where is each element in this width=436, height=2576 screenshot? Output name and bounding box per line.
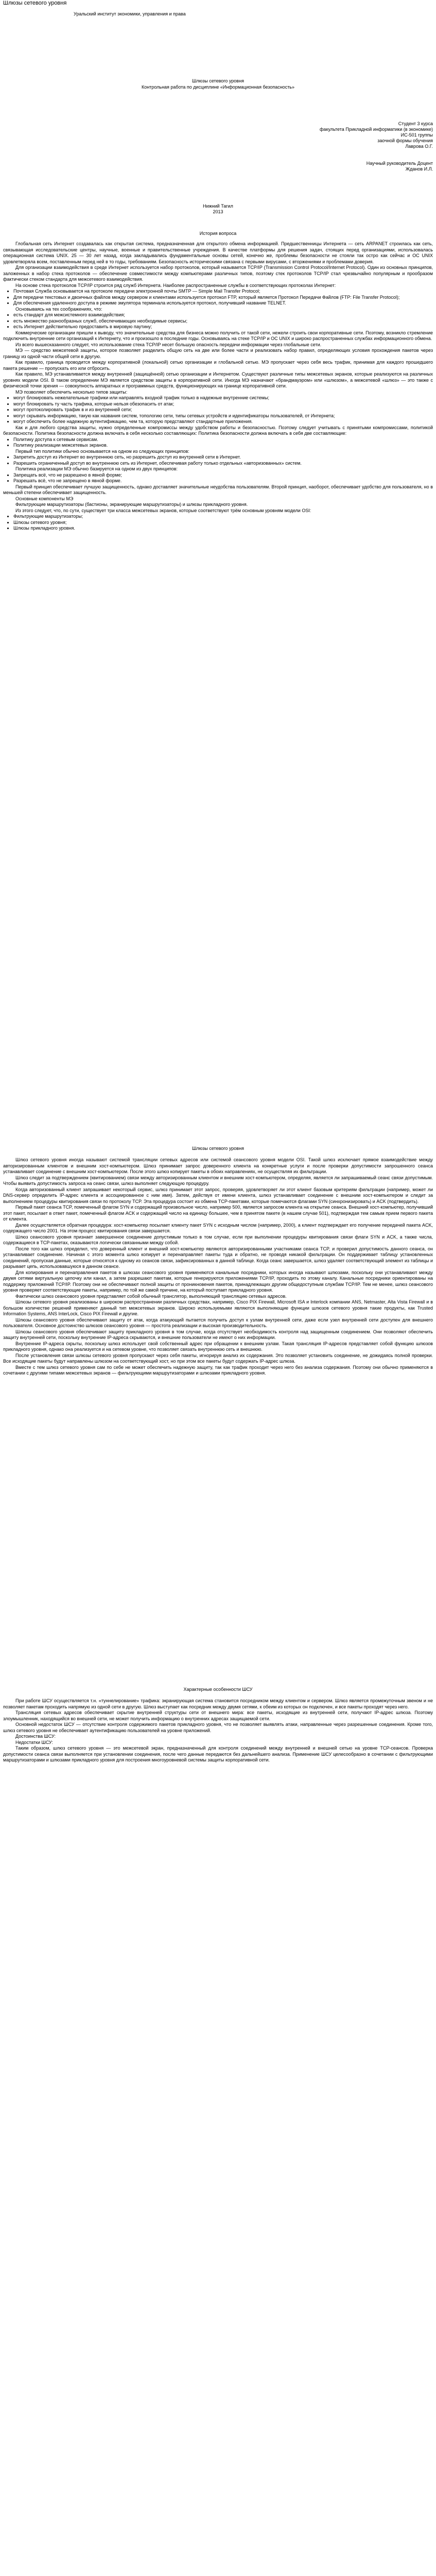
list-item: • Для передачи текстовых и двоичных файлов между сервером и клиентами используется протокол FTP, который является Протокол Передачи Файлов (FTP: File Transfer Protocol); bbox=[13, 295, 433, 301]
paragraph: Шлюз сетевого уровня иногда называют системой трансляции сетевых адресов или системой сеансового уровня модели OSI. Такой шлюз исключает прямое взаимодействие между авторизированным клиентом и внешним хост-компьютером. Шлюз принимает запрос доверенного клиента на конкретные услуги и после проверки допустимости запрошенного сеанса устанавливает соединение с внешним хост-компьютером. После этого шлюз копирует пакеты в обоих направлениях, не осуществляя их фильтрации. bbox=[3, 1157, 433, 1174]
page-header bbox=[0, 0, 436, 7]
list-item: • Шлюзы прикладного уровня. bbox=[13, 526, 433, 532]
paragraph: Первый принцип обеспечивает лучшую защищенность, однако доставляет значительные неудобства пользователям. Второй принцип, наоборот, обеспечивает удобство для пользователя, но в меньшей степени обеспечивает защищенность. bbox=[3, 484, 433, 495]
section-heading-features: Характерные особенности ШСУ bbox=[183, 1687, 253, 1692]
paragraph: Первый пакет сеанса TCP, помеченный флагом SYN и содержащий произвольное число, например 500, является запросом клиента на открытие сеанса. Внешний хост-компьютер, получивший этот пакет, посылает в ответ пакет, помеченный флагом ACK и содержащий число на единицу большее, чем в принятом пакете (в нашем случае 501), подтверждая тем самым прием первого пакета от клиента. bbox=[3, 1205, 433, 1222]
list-item: • могут блокировать нежелательные трафики или направлять входной трафик только в надежные внутренние системы; bbox=[13, 395, 433, 401]
paragraph: Из всего вышесказанного следует, что использование стека TCP/IP несет большую опасность передачи информации через глобальные сети. bbox=[15, 342, 322, 347]
paragraph: Первый тип политики обычно основывается на одном из следующих принципов: bbox=[15, 448, 189, 454]
list-item: • Шлюзы сетевого уровня; bbox=[13, 520, 433, 526]
institute-name: Уральский институт экономики, управления и права bbox=[74, 11, 186, 16]
paragraph: Шлюзы сеансового уровня обеспечивают защиту от атак, когда атакующий пытается получить доступ к узлам внутренней сети, даже если узел внутренней сети доступен для внешнего пользователя. Основное достоинство шлюзов сеансового уровня — простота реализации и высокая производительность. bbox=[3, 1317, 433, 1328]
list-item: • могут протоколировать трафик в и из внутренней сети; bbox=[13, 407, 433, 413]
list-item: • Запретить доступ из Интернет во внутреннюю сеть, но разрешить доступ из внутренней сети в Интернет. bbox=[13, 454, 433, 461]
student-line-3: ИС-501 группы bbox=[400, 132, 433, 138]
paragraph: Как правило, МЭ устанавливается между внутренней (защищённой) сетью организации и Интернетом. Существуют различные типы межсетевых экранов, которые реализуются на различных уровнях модели OSI. В таком определении МЭ является средством защиты в корпоративной сети. Иногда МЭ назначают «брандмауэром» или «шлюзом», а межсетевой «шлюз» — это также с физической точки зрения — совокупность аппаратных и программных средств, функционирующих на границе корпоративной сети. bbox=[3, 371, 433, 388]
paragraph: Как и для любого средства защиты, нужно определенные компромиссы между удобством работы и безопасностью. Поэтому следует учитывать с принятыми компромиссами, политикой безопасности. Политика безопасности должна включать в себя несколько составляющих: Политика безопасности должна включать в себя две составляющие: bbox=[3, 425, 433, 436]
paragraph: Основные компоненты МЭ bbox=[15, 496, 74, 501]
features-body bbox=[3, 1698, 433, 1764]
paragraph: Достоинства ШСУ: bbox=[15, 1734, 56, 1739]
paragraph: После того как шлюз определил, что доверенный клиент и внешний хост-компьютер являются авторизированными участниками сеанса TCP, и проверил допустимость данного сеанса, он устанавливает соединение. Начиная с этого момента шлюз копирует и перенаправляет пакеты туда и обратно, не проводя никакой фильтрации. Он поддерживает таблицу установленных соединений, пропуская данные, которые относятся к одному из сеансов связи, зафиксированных в данной таблице. Когда сеанс завершается, шлюз удаляет соответствующий элемент из таблицы и разрывает цепь, использовавшуюся в данном сеансе. bbox=[3, 1246, 433, 1269]
section-heading-gateways: Шлюзы сетевого уровня bbox=[192, 1146, 244, 1151]
paragraph: Когда авторизованный клиент запрашивает некоторый сервис, шлюз принимает этот запрос, проверяя, удовлетворяет ли этот клиент базовым критериям фильтрации (например, может ли DNS-сервер определить IP-адрес клиента и ассоциированное с ним имя). Затем, действуя от имени клиента, шлюз устанавливает соединение с внешним хост-компьютером и следит за выполнением процедуры квитирования связи по протоколу TCP. Эта процедура состоит из обмена TCP-пакетами, которые помечаются флагами SYN (синхронизировать) и ACK (подтвердить). bbox=[3, 1187, 433, 1204]
list-item: • могут скрывать информацию, такую как названия систем, топологию сети, типы сетевых устройств и идентификаторы пользователей, от Интернета; bbox=[13, 413, 433, 419]
list-item: • есть множество разнообразных служб, обеспечивающих необходимые сервисы; bbox=[13, 318, 433, 325]
paragraph: Глобальная сеть Интернет создавалась как открытая система, предназначенная для открытого обмена информацией. Предшественницы Интернета — сеть ARPANET строилась как сеть, связывающая исследовательские центры, научные, военные и правительственные учреждения. В качестве платформы для решения задач, стоящих перед организациями, использовалась операционная система UNIX. 25 — 30 лет назад, когда закладывались фундаментальные основы сетей, конечно же, проблемы безопасности не стояли так остро как сейчас и ОС UNIX удовлетворяла всем, поставленным перед ней в то годы, требованиям. Безопасность историческими связана с первыми вирусами, с вторжениями и проблемами доверия. bbox=[3, 241, 433, 264]
paragraph: Шлюзы сеансового уровня обеспечивают защиту прикладного уровня в том случае, когда отсутствует необходимость контроля над защищенным соединением. Они позволяют обеспечить защиту внутренней сети, поскольку внутренние IP-адреса скрываются, и внешние пользователи не имеют о них информации. bbox=[3, 1329, 433, 1340]
list-item: • Разрешить ограниченный доступ во внутреннюю сеть из Интернет, обеспечивая работу только отдельных «авторизованных» систем. bbox=[13, 461, 433, 467]
paragraph: МЭ позволяет обеспечить несколько типов защиты: bbox=[15, 389, 128, 395]
year: 2013 bbox=[213, 209, 223, 214]
student-line-2: факультета Прикладной информатики (в экономике) bbox=[320, 127, 433, 132]
paragraph: На основе стека протоколов TCP/IP строится ряд служб Интернета. Наиболее распространенные службы в соответствующих протоколах Интернет: bbox=[15, 282, 336, 288]
work-subtitle: Контрольная работа по дисциплине «Информационная безопасность» bbox=[141, 84, 295, 90]
student-line-1: Студент 3 курса bbox=[398, 121, 433, 126]
paragraph: Коммерческие организации пришли к выводу, что значительные средства для бизнеса можно получить от такой сети, нежели строить свои корпоративные сети. Поэтому, возникло стремление подключить внутренние сети организаций к Интернету, что и произошло в последние годы. Основываясь на стеке TCP/IP и ОС UNIX и широко распространенных службах информационного обмена. bbox=[3, 330, 433, 341]
section-heading-history: История вопроса bbox=[199, 231, 237, 236]
list-item: • Почтовая Служба основывается на протоколе передачи электронной почты SMTP — Simple Mail Transfer Protocol; bbox=[13, 289, 433, 295]
paragraph: Трансляция сетевых адресов обеспечивает скрытие внутренней структуры сети от внешнего мира: все пакеты, исходящие из внутренней сети, получают IP-адрес шлюза. Поэтому злоумышленник, находящийся во внешней сети, не может получить информацию о внутренних адресах защищаемой сети. bbox=[3, 1710, 433, 1721]
paragraph: Для копирования и перенаправления пакетов в шлюзах сеансового уровня применяются канальные посредники, которых иногда называют шлюзами, поскольку они устанавливают между двумя сетями виртуальную цепочку или канал, а затем разрешают пакетам, которые генерируются приложениями TCP/IP, проходить по этому каналу. Канальные посредники ориентированы на поддержку приложений TCP/IP. Поэтому они не обеспечивают полной защиты от проникновения пакетов, принадлежащих другим общедоступным службам TCP/IP. Тем не менее, шлюз сеансового уровня проверяет соответствующие пакеты, например, по той же самой причине, на который поступает прикладного уровня. bbox=[3, 1269, 433, 1293]
list-item: • есть Интернет действительно предоставить в мировую паутину; bbox=[13, 324, 433, 330]
list-item: • Политику доступа к сетевым сервисам. bbox=[13, 437, 433, 443]
paragraph: После установления связи шлюзы сетевого уровня пропускают через себя пакеты, игнорируя анализ их содержания. Это позволяет установить соединение, не дожидаясь полной проверки. Все исходящие пакеты будут направлены шлюзом на соответствующий хост, но при этом все пакеты будут содержать IP-адрес шлюза. bbox=[3, 1352, 433, 1364]
bullet-list bbox=[3, 454, 433, 466]
advisor-line-1: Научный руководитель Доцент bbox=[366, 161, 433, 166]
city: Нижний Тагил bbox=[203, 204, 233, 209]
bullet-list bbox=[3, 312, 433, 330]
paragraph: Для организации взаимодействия в среде Интернет используется набор протоколов, который называется TCP/IP (Transmission Control Protocol/Internet Protocol). Один из основных принципов, заложенных в набор стека протоколов — обеспечение совместимости между компьютерами различных типов, поэтому стек протоколов TCP/IP стал чрезвычайно популярным и прообразом фактически стеком стандарта для межсетевого взаимодействия. bbox=[3, 265, 433, 282]
paragraph: Таким образом, шлюз сетевого уровня — это межсетевой экран, предназначенный для контроля соединений между внутренней и внешней сетью на уровне TCP-сеансов. Проверка допустимости сеанса связи выполняется при установлении соединения, после чего данные передаются без дальнейшего анализа. Применение ШСУ целесообразно в сочетании с фильтрующими маршрутизаторами и шлюзами прикладного уровня для построения многоуровневой системы защиты корпоративной сети. bbox=[3, 1745, 433, 1762]
paragraph: Шлюзы сетевого уровня реализованы в широком распространении различных средствах, например, Cisco PIX Firewall, Microsoft ISA и Interlock компании ANS, Netmaster, Alta Vista Firewall и в большом количестве решений применяют данный тип межсетевых экранов. Широко используемыми являются выполняющие функции шлюзов сетевого уровня такие продукты, как Trusted Information Systems, ANS InterLock, Cisco PIX Firewall и другие. bbox=[3, 1299, 433, 1316]
gateway-body bbox=[3, 1157, 433, 1377]
paragraph: Фактически шлюз сеансового уровня представляет собой обычный транслятор, выполняющий трансляцию сетевых адресов. bbox=[15, 1293, 287, 1299]
page-title: Шлюзы сетевого уровня bbox=[3, 0, 67, 6]
paragraph: Шлюз следит за подтверждением (квитированием) связи между авторизированным клиентом и внешним хост-компьютером, определяя, является ли запрашиваемый сеанс связи допустимым. Чтобы выявить допустимость запроса на сеанс связи, шлюз выполняет следующую процедуру. bbox=[3, 1175, 433, 1186]
work-title: Шлюзы сетевого уровня bbox=[192, 78, 244, 83]
paragraph: Внутренние IP-адреса скрыты, поскольку шлюз использует свой собственный адрес при обращении к внешним узлам. Такая трансляция IP-адресов представляет собой функцию шлюзов прикладного уровня, однако она реализуется и на сетевом уровне, что позволяет связать внутреннюю сеть и внешнюю. bbox=[3, 1341, 433, 1352]
list-item: • могут обеспечить более надежную аутентификацию, чем та, которую представляют стандартные приложения. bbox=[13, 419, 433, 425]
history-body bbox=[3, 241, 433, 532]
paragraph: Далее осуществляется обратная процедура: хост-компьютер посылает клиенту пакет SYN с исходным числом (например, 2000), а клиент подтверждает его получение передачей пакета ACK, содержащего число 2001. На этом процесс квитирования связи завершается. bbox=[3, 1222, 433, 1233]
list-item: • Фильтрующие маршрутизаторы; bbox=[13, 514, 433, 520]
paragraph: Политика реализации МЭ обычно базируется на одном из двух принципов: bbox=[15, 466, 178, 471]
paragraph: Фильтрующие маршрутизаторы (бастионы, экранирующие маршрутизаторы) и шлюзы прикладного уровня. bbox=[15, 502, 248, 507]
bullet-list bbox=[3, 472, 433, 484]
bullet-list bbox=[3, 514, 433, 532]
bullet-list bbox=[3, 395, 433, 425]
list-item: • есть стандарт для межсистемного взаимодействия; bbox=[13, 312, 433, 318]
list-item: • Политику реализации межсетевых экранов. bbox=[13, 443, 433, 449]
paragraph: Шлюз сеансового уровня признает завершенное соединение допустимым только в том случае, если при выполнении процедуры квитирования связи флаги SYN и ACK, а также числа, содержащиеся в TCP-пакетах, оказываются логически связанными между собой. bbox=[3, 1234, 433, 1245]
paragraph: Из этого следует, что, по сути, существует три класса межсетевых экранов, которые соответствуют трём основным уровням модели OSI: bbox=[15, 507, 311, 513]
student-line-5: Лаврова О.Г. bbox=[405, 144, 433, 149]
paragraph: Как правило, граница проводится между корпоративной (локальной) сетью организации и глобальной сетью. МЭ пропускает через себя весь трафик, принимая для каждого прошедшего пакета решение — пропускать его или отбросить. bbox=[3, 360, 433, 371]
paragraph: При работе ШСУ осуществляется т.н. «туннелирование» трафика: экранирующая система становится посредником между клиентом и сервером. Шлюз является промежуточным звеном и не позволяет пакетам проходить напрямую из одной сети в другую. Шлюз выступает как посредник между двумя сетями, к обеим из которых он подключен, и все пакеты проходят через него. bbox=[3, 1698, 433, 1709]
student-line-4: заочной формы обучения bbox=[377, 138, 433, 143]
list-item: • могут блокировать ту часть трафика, которые нельзя обезопасить от атак; bbox=[13, 401, 433, 408]
bullet-list bbox=[3, 437, 433, 449]
document bbox=[0, 7, 436, 2576]
paragraph: Основываясь на тех соображениях, что: bbox=[15, 306, 102, 312]
list-item: • Запрещать всё, что не разрешено в явной форме; bbox=[13, 472, 433, 479]
bullet-list bbox=[3, 289, 433, 307]
paragraph: Основной недостаток ШСУ — отсутствие контроля содержимого пакетов прикладного уровня, что не позволяет выявлять атаки, направленные через разрешенные соединения. Кроме того, шлюз сетевого уровня не обеспечивает аутентификацию пользователей на уровне приложений. bbox=[3, 1722, 433, 1733]
paragraph: МЭ — средство межсетевой защиты, которое позволяет разделить общую сеть на две или более части и реализовать набор правил, определяющих условия прохождения пакетов через границу из одной части общей сети в другую. bbox=[3, 348, 433, 359]
list-item: • Для обеспечения удаленного доступа в режиме эмулятора терминала используется протокол, получивший название TELNET. bbox=[13, 300, 433, 307]
advisor-line-2: Жданов И.Л. bbox=[405, 166, 433, 172]
paragraph: Вместе с тем шлюз сетевого уровня сам по себе не может обеспечить надежную защиту, так как трафик проходит через него без анализа содержания. Поэтому они обычно применяются в сочетании с другими типами межсетевых экранов — фильтрующими маршрутизаторами и шлюзами прикладного уровня. bbox=[3, 1364, 433, 1376]
paragraph: Недостатки ШСУ: bbox=[15, 1739, 53, 1745]
list-item: • Разрешать всё, что не запрещено в явной форме. bbox=[13, 478, 433, 484]
